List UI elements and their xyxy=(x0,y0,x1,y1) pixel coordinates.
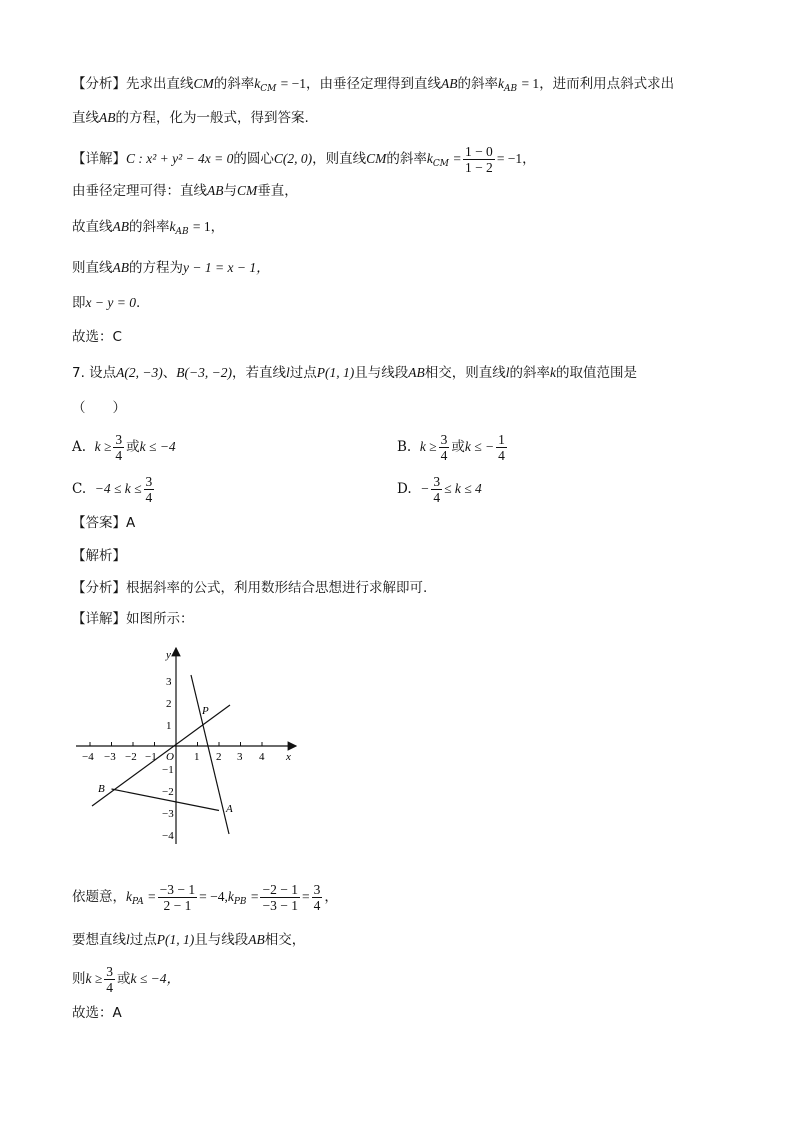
math-sub: PA xyxy=(132,897,144,907)
math-cm: CM xyxy=(193,76,214,91)
math-ab: AB xyxy=(112,260,129,275)
text: 依题意， xyxy=(72,889,126,905)
y-tick-label: 1 xyxy=(166,720,172,732)
text: 要想直线 xyxy=(72,932,126,948)
fraction: $\frac{-3 - 1}{2 - 1}$ xyxy=(159,882,196,913)
math-center: C(2, 0) xyxy=(273,151,313,166)
point-a: A(2, −3) xyxy=(116,365,163,380)
math-cm: CM xyxy=(237,183,258,198)
point-b-label: B xyxy=(98,783,105,795)
text: ，进而利用点斜式求出 xyxy=(539,76,675,92)
detail-label: 【详解】 xyxy=(72,151,126,167)
text: 7. 设点 xyxy=(72,365,117,381)
math-eq: = 1， xyxy=(192,219,225,234)
option-label: C. xyxy=(72,481,87,497)
text: 【分析】先求出直线 xyxy=(72,76,194,92)
text: 的斜率 xyxy=(509,365,551,381)
y-tick-label: 2 xyxy=(166,698,172,710)
text: 且与线段 xyxy=(194,932,249,948)
text: ，由垂径定理得到直线 xyxy=(306,76,442,92)
point-p: P(1, 1) xyxy=(156,932,195,947)
fraction: $\frac{3}{4}$ xyxy=(313,882,321,913)
math: k ≤ −4 xyxy=(139,439,176,454)
detail-line-1: 【详解】C : x² + y² − 4x = 0的圆心C(2, 0)，则直线CM的斜率$k_{CM}$ = $\frac{1 - 0}{1 - 2}$ = −1， xyxy=(72,144,536,175)
x-tick-label: 1 xyxy=(194,751,200,763)
math-ab: AB xyxy=(207,183,224,198)
math-ab: AB xyxy=(408,365,425,380)
text: ，则直线 xyxy=(312,151,367,167)
detail-line-4 xyxy=(72,258,270,278)
math-eq: = −1 xyxy=(280,76,307,91)
text: ，若直线 xyxy=(232,365,286,381)
text: 过点 xyxy=(289,365,317,381)
text: 的斜率 xyxy=(129,219,170,235)
text: 相交，则直线 xyxy=(424,365,506,381)
x-tick-label: 3 xyxy=(237,751,243,763)
detail-line-2 xyxy=(72,181,298,201)
math: −4 ≤ k ≤ xyxy=(94,481,142,496)
analysis-line-2 xyxy=(72,108,309,128)
text: 由垂径定理可得：直线 xyxy=(72,183,207,199)
point-a-label: A xyxy=(226,803,233,815)
math-eq: y − 1 = x − 1， xyxy=(183,260,270,275)
point-p-label: P xyxy=(202,705,209,717)
text: 且与线段 xyxy=(354,365,409,381)
option-c[interactable]: C. −4 ≤ k ≤ $\frac{3}{4}$ xyxy=(72,474,153,505)
math: k ≥ xyxy=(85,971,103,986)
math-k: k xyxy=(426,151,433,166)
math-eq: = −1， xyxy=(496,151,536,166)
fraction: $\frac{1 - 0}{1 - 2}$ xyxy=(464,144,493,175)
text: 的圆心 xyxy=(233,151,274,167)
text: 或 xyxy=(126,439,140,455)
option-d[interactable]: D. − $\frac{3}{4}$ ≤ k ≤ 4 xyxy=(397,474,482,505)
math-l: l xyxy=(126,932,130,947)
solution-line-2 xyxy=(72,930,305,950)
analysis-line-1 xyxy=(72,74,674,99)
x-tick-label: −1 xyxy=(145,751,157,763)
math: k ≥ xyxy=(94,439,112,454)
option-label: A. xyxy=(72,439,87,455)
y-tick-label: 3 xyxy=(166,676,172,688)
math-ab: AB xyxy=(112,219,129,234)
math-k: k xyxy=(550,365,557,380)
detail-text: 【详解】如图所示： xyxy=(72,611,194,627)
math: − xyxy=(420,481,430,496)
detail-line-3 xyxy=(72,217,224,242)
text: 过点 xyxy=(129,932,157,948)
math-ab: AB xyxy=(441,76,458,91)
detail-line-5 xyxy=(72,293,140,313)
text: 则直线 xyxy=(72,260,113,276)
math-l: l xyxy=(505,365,510,380)
text: 的方程为 xyxy=(129,260,183,276)
text: ， xyxy=(324,889,338,905)
x-axis-label: x xyxy=(286,751,291,763)
text: 直线 xyxy=(72,110,99,126)
math-circle: C : x² + y² − 4x = 0 xyxy=(126,151,234,166)
origin-label: O xyxy=(166,751,174,763)
math-sub: AB xyxy=(175,227,189,237)
x-tick-label: 4 xyxy=(259,751,265,763)
text: 垂直， xyxy=(257,183,298,199)
y-axis-label: y xyxy=(166,649,171,661)
math-sub: AB xyxy=(504,84,518,94)
math-l: l xyxy=(286,365,290,380)
option-label: D. xyxy=(397,481,412,497)
math-eq: = xyxy=(148,889,156,904)
math: k ≥ xyxy=(419,439,437,454)
math-eq: = xyxy=(301,889,310,904)
text: 的斜率 xyxy=(457,76,499,92)
text: 的取值范围是 xyxy=(556,365,638,381)
math-ab: AB xyxy=(248,932,265,947)
x-tick-label: 2 xyxy=(216,751,222,763)
math-cm: CM xyxy=(366,151,387,166)
math-sub: CM xyxy=(260,84,277,94)
math-eq: x − y = 0 xyxy=(85,295,136,310)
math-k: k xyxy=(254,76,261,91)
text: 故直线 xyxy=(72,219,113,235)
math-ab: AB xyxy=(99,110,116,125)
fraction: $\frac{-2 - 1}{-3 - 1}$ xyxy=(262,882,298,913)
math: ≤ k ≤ 4 xyxy=(444,481,482,496)
math: k ≤ −4， xyxy=(130,971,181,986)
text: 即 xyxy=(72,295,86,311)
y-tick-label: −3 xyxy=(162,808,174,820)
answer-label: 【答案】A xyxy=(72,515,136,531)
math-sub: PB xyxy=(233,897,247,907)
y-tick-label: −4 xyxy=(162,830,174,842)
math-sub: CM xyxy=(432,159,450,169)
text: 的斜率 xyxy=(386,151,427,167)
x-tick-label: −4 xyxy=(82,751,94,763)
text: 的方程，化为一般式，得到答案. xyxy=(115,110,309,126)
point-b: B(−3, −2) xyxy=(176,365,232,380)
text: 相交， xyxy=(264,932,306,948)
math-k: k xyxy=(169,219,176,234)
solution-choice: 故选：A xyxy=(72,1005,122,1021)
solution-line-3: 则k ≥ $\frac{3}{4}$ 或k ≤ −4， xyxy=(72,964,181,995)
x-tick-label: −2 xyxy=(125,751,137,763)
jiexi-label: 【解析】 xyxy=(72,548,126,564)
question-stem xyxy=(72,363,637,383)
text: 与 xyxy=(223,183,237,199)
y-tick-label: −2 xyxy=(162,786,174,798)
option-a[interactable]: A. k ≥ $\frac{3}{4}$ 或k ≤ −4 xyxy=(72,432,176,463)
point-p: P(1, 1) xyxy=(316,365,355,380)
math-k: k xyxy=(126,889,132,904)
analysis-text: 【分析】根据斜率的公式，利用数形结合思想进行求解即可. xyxy=(72,580,428,596)
text: 则 xyxy=(72,971,86,987)
question-blank: （ ） xyxy=(72,400,126,416)
text: 、 xyxy=(162,365,177,381)
coordinate-figure xyxy=(72,640,304,850)
math-k: k xyxy=(498,76,505,91)
text: 或 xyxy=(117,971,131,987)
text: 或 xyxy=(451,439,465,455)
text: . xyxy=(135,295,141,311)
math: = −4, xyxy=(199,889,228,904)
y-tick-label: −1 xyxy=(162,764,174,776)
math-k: k xyxy=(227,889,234,904)
option-b[interactable]: B. k ≥ $\frac{3}{4}$ 或k ≤ − $\frac{1}{4}$ xyxy=(397,432,505,463)
solution-line-1 xyxy=(72,880,338,919)
option-label: B. xyxy=(397,439,412,455)
math: k ≤ − xyxy=(464,439,495,454)
text: 的斜率 xyxy=(213,76,255,92)
detail-choice: 故选：C xyxy=(72,329,122,345)
x-tick-label: −3 xyxy=(104,751,116,763)
math-eq: = xyxy=(250,889,259,904)
math-eq: = 1 xyxy=(521,76,540,91)
